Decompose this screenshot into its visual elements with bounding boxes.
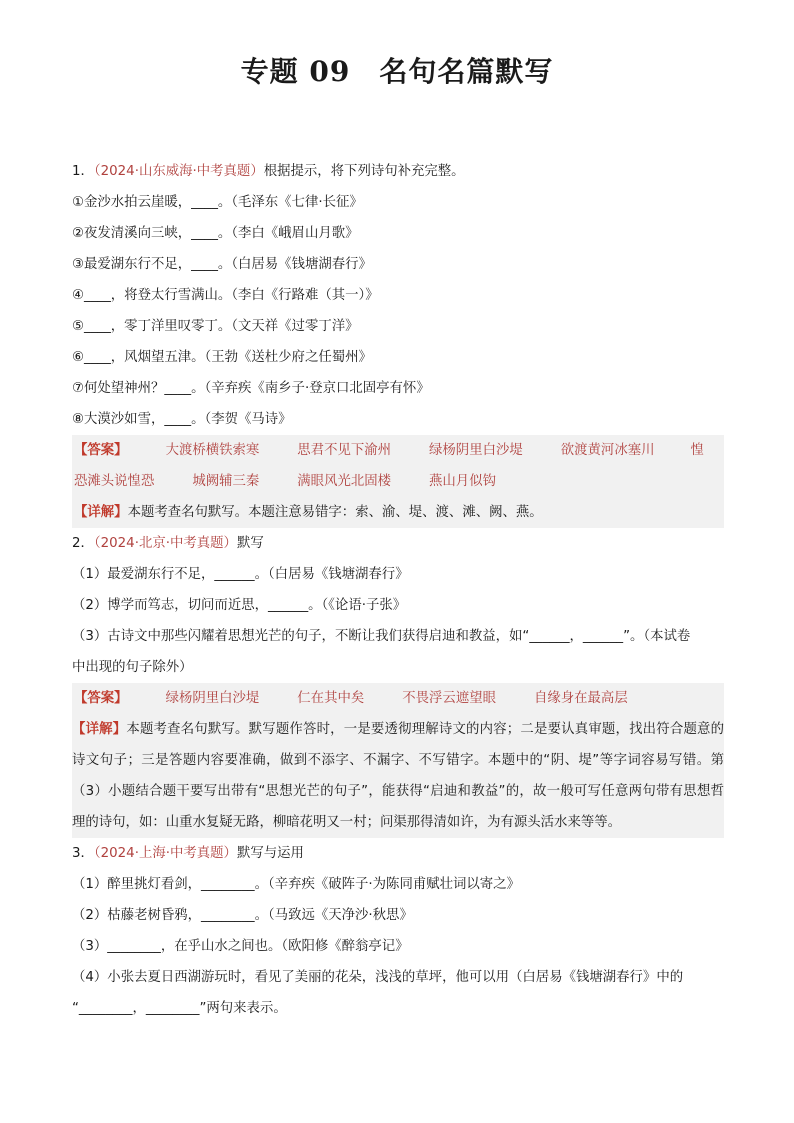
question-1-item: ⑥____，风烟望五津。（王勃《送杜少府之任蜀州》 (72, 350, 372, 365)
question-1-item: ①金沙水拍云崖暖，____。（毛泽东《七律·长征》 (72, 195, 363, 210)
answer-item: 思君不见下渝州 (297, 443, 392, 458)
question-1-item: ⑧大漠沙如雪，____。（李贺《马诗》 (72, 412, 292, 427)
question-1-item: ⑤____，零丁洋里叹零丁。（文天祥《过零丁洋》 (72, 319, 359, 334)
question-2-prompt: 默写 (236, 536, 264, 551)
answer-item: 满眼风光北固楼 (297, 474, 392, 489)
question-2-number: 2． (72, 536, 94, 551)
page-title: 专题 09 名句名篇默写 (240, 55, 554, 88)
question-1-item: ⑦何处望神州？____。（辛弃疾《南乡子·登京口北固亭有怀》 (72, 381, 430, 396)
detail-tag: 【详解】 (72, 722, 127, 737)
question-3-item: （4）小张去夏日西湖游玩时，看见了美丽的花朵，浅浅的草坪，他可以用（白居易《钱塘湖春行》中的 (72, 970, 684, 985)
answer-tag: 【答案】 (74, 443, 128, 458)
answer-tag: 【答案】 (74, 691, 128, 706)
detail-tag: 【详解】 (74, 505, 128, 520)
answer-item: 欲渡黄河冰塞川 (560, 443, 655, 458)
question-3-item: （2）枯藤老树昏鸦，________。（马致远《天净沙·秋思》 (72, 908, 413, 923)
question-3-item: （1）醉里挑灯看剑，________。（辛弃疾《破阵子·为陈同甫赋壮词以寄之》 (72, 877, 520, 892)
question-3-header (72, 838, 724, 869)
question-2-detail (72, 714, 724, 838)
question-3-item-continued: “________，________”两句来表示。 (72, 1001, 287, 1016)
answer-item: 不畏浮云遮望眼 (402, 691, 496, 706)
answer-item: 燕山月似钩 (429, 474, 496, 489)
question-3-item: （3）________，在乎山水之间也。（欧阳修《醉翁亭记》 (72, 939, 409, 954)
detail-text: 本题考查名句默写。本题注意易错字：索、渝、堤、渡、滩、阙、燕。 (127, 505, 543, 520)
question-2-item: （3）古诗文中那些闪耀着思想光芒的句子，不断让我们获得启迪和教益，如“______，______”。（本试卷 (72, 629, 691, 644)
question-2-item: （1）最爱湖东行不足，______。（白居易《钱塘湖春行》 (72, 567, 409, 582)
question-2-answer-line (72, 683, 724, 714)
question-1-source: （2024·山东威海·中考真题） (93, 164, 264, 179)
answer-item: 自缘身在最高层 (533, 691, 628, 706)
question-1-item: ②夜发清溪向三峡，____。（李白《峨眉山月歌》 (72, 226, 359, 241)
question-3-number: 3． (72, 846, 94, 861)
question-3-prompt: 默写与运用 (236, 846, 304, 861)
question-1-detail (72, 497, 724, 528)
answer-item: 城阙辅三秦 (192, 474, 260, 489)
question-1-item: ④____，将登太行雪满山。（李白《行路难（其一）》 (72, 288, 379, 303)
detail-text: 本题考查名句默写。默写题作答时，一是要透彻理解诗文的内容；二是要认真审题，找出符合题意的诗文句子；三是答题内容要准确，做到不添字、不漏字、不写错字。本题中的“阴、堤”等字词容易写错。第（3）小题结合题干要写出带有“思想光芒的句子”，能获得“启迪和教益”的，故一般可写任意两句带有思想哲理的诗句，如：山重水复疑无路，柳暗花明又一村；问渠那得清如许，为有源头活水来等等。 (72, 722, 725, 830)
question-1-prompt: 根据提示，将下列诗句补充完整。 (263, 164, 465, 179)
answer-item: 大渡桥横铁索寒 (165, 443, 260, 458)
question-1-answer-line (72, 466, 724, 497)
question-2-answer-box (72, 683, 724, 838)
answer-item: 绿杨阴里白沙堤 (429, 443, 523, 458)
answer-item: 仁在其中矣 (297, 691, 365, 706)
question-1-header (72, 156, 724, 187)
answer-item: 惶 (690, 443, 704, 458)
question-1-number: 1． (72, 164, 94, 179)
question-1-item: ③最爱湖东行不足，____。（白居易《钱塘湖春行》 (72, 257, 372, 272)
question-2-item-continued: 中出现的句子除外） (72, 660, 193, 675)
answer-item: 绿杨阴里白沙堤 (165, 691, 260, 706)
question-2-source: （2024·北京·中考真题） (93, 536, 237, 551)
question-2-header (72, 528, 724, 559)
question-1-answer-box (72, 435, 724, 528)
document-body (72, 156, 724, 1024)
question-1-answer-line (72, 435, 724, 466)
answer-item: 恐滩头说惶恐 (74, 474, 155, 489)
question-2-item: （2）博学而笃志，切问而近思，______。（《论语·子张》 (72, 598, 407, 613)
question-3-source: （2024·上海·中考真题） (93, 846, 237, 861)
